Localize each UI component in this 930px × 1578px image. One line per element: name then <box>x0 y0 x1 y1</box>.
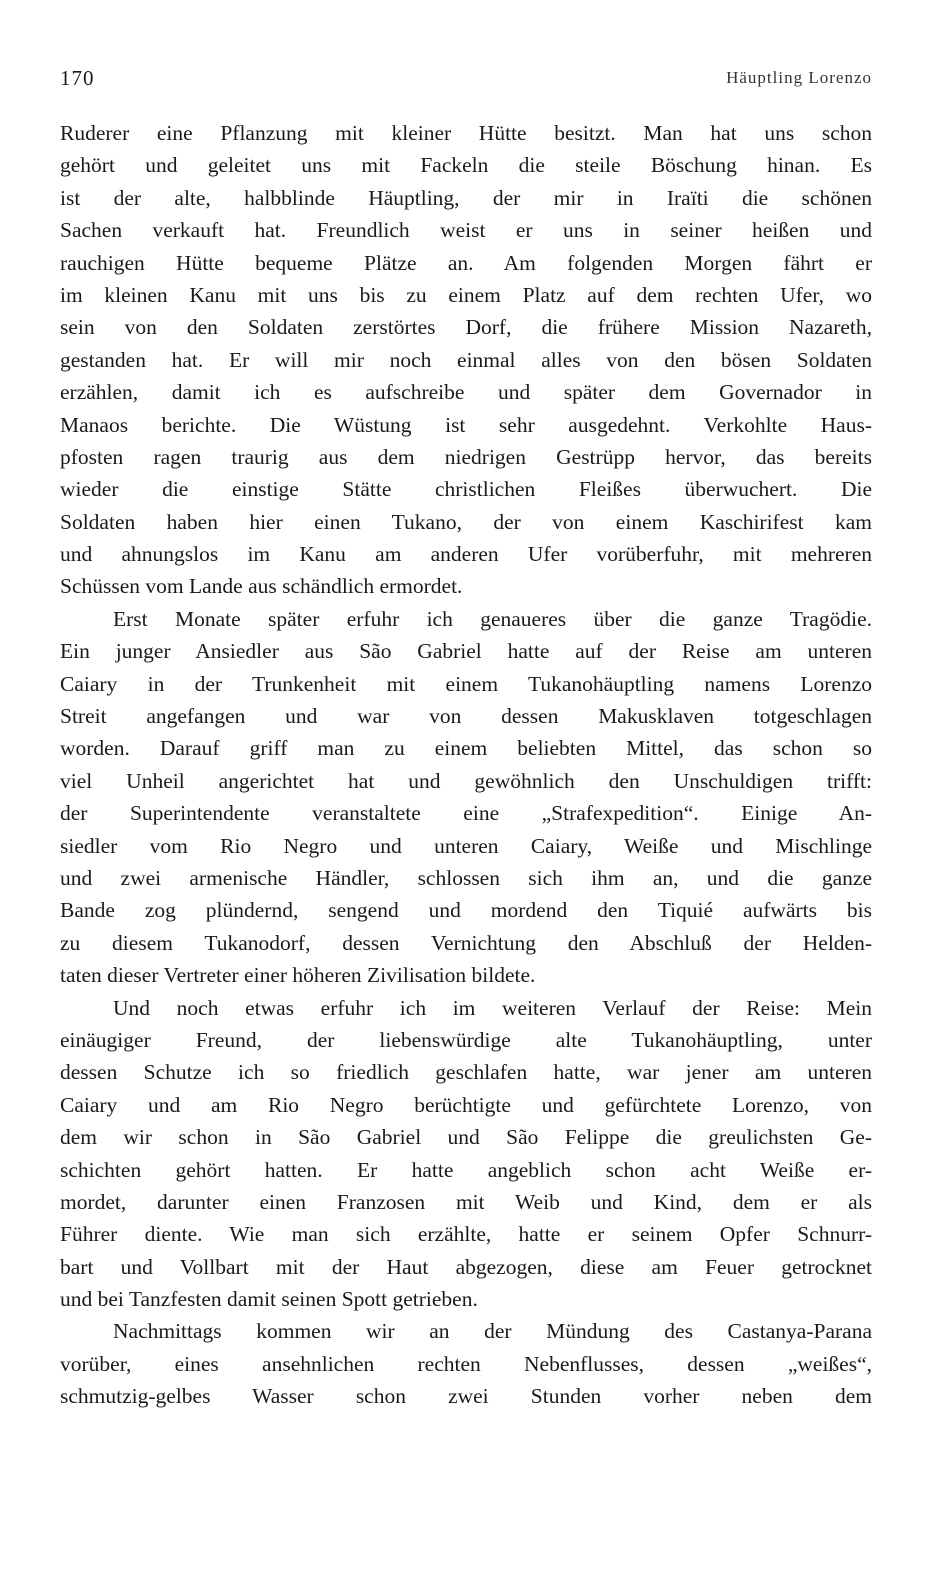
page-header <box>60 66 872 96</box>
text-line: gehört und geleitet uns mit Fackeln die steile Böschung hinan. Es <box>60 153 872 178</box>
running-head: Häuptling Lorenzo <box>726 68 872 87</box>
text-line: taten dieser Vertreter einer höheren Zivilisation bildete. <box>60 963 536 988</box>
text-line: Manaos berichte. Die Wüstung ist sehr ausgedehnt. Verkohlte Haus- <box>60 412 872 437</box>
text-line: im kleinen Kanu mit uns bis zu einem Platz auf dem rechten Ufer, wo <box>60 282 872 307</box>
text-line: Soldaten haben hier einen Tukano, der von einem Kaschirifest kam <box>60 509 872 534</box>
body-text <box>60 117 872 1413</box>
text-line: sein von den Soldaten zerstörtes Dorf, die frühere Mission Nazareth, <box>60 315 872 340</box>
text-line: Sachen verkauft hat. Freundlich weist er uns in seiner heißen und <box>60 218 872 243</box>
text-line: siedler vom Rio Negro und unteren Caiary, Weiße und Mischlinge <box>60 833 872 858</box>
text-line: schichten gehört hatten. Er hatte angeblich schon acht Weiße er- <box>60 1157 872 1182</box>
page-number: 170 <box>60 66 95 90</box>
text-line: erzählen, damit ich es aufschreibe und später dem Governador in <box>60 380 872 405</box>
text-line: mordet, darunter einen Franzosen mit Weib und Kind, dem er als <box>60 1189 872 1214</box>
text-line: und ahnungslos im Kanu am anderen Ufer vorüberfuhr, mit mehreren <box>60 542 872 567</box>
text-line: Caiary und am Rio Negro berüchtigte und gefürchtete Lorenzo, von <box>60 1092 872 1117</box>
text-line: Führer diente. Wie man sich erzählte, hatte er seinem Opfer Schnurr- <box>60 1222 872 1247</box>
text-line: vorüber, eines ansehnlichen rechten Nebenflusses, dessen „weißes“, <box>60 1351 872 1376</box>
text-line: Und noch etwas erfuhr ich im weiteren Verlauf der Reise: Mein <box>113 995 872 1020</box>
text-line: einäugiger Freund, der liebenswürdige alte Tukanohäuptling, unter <box>60 1027 872 1052</box>
text-line: Schüssen vom Lande aus schändlich ermordet. <box>60 574 463 599</box>
text-line: Streit angefangen und war von dessen Makusklaven totgeschlagen <box>60 704 872 729</box>
text-line: Ein junger Ansiedler aus São Gabriel hatte auf der Reise am unteren <box>60 639 872 664</box>
text-line: pfosten ragen traurig aus dem niedrigen Gestrüpp hervor, das bereits <box>60 444 872 469</box>
text-line: schmutzig-gelbes Wasser schon zwei Stunden vorher neben dem <box>60 1384 872 1409</box>
text-line: Ruderer eine Pflanzung mit kleiner Hütte besitzt. Man hat uns schon <box>60 121 872 145</box>
text-line: zu diesem Tukanodorf, dessen Vernichtung den Abschluß der Helden- <box>60 930 872 955</box>
text-line: dem wir schon in São Gabriel und São Felippe die greulichsten Ge- <box>60 1125 872 1150</box>
text-line: ist der alte, halbblinde Häuptling, der mir in Iraïti die schönen <box>60 185 872 210</box>
text-line: rauchigen Hütte bequeme Plätze an. Am folgenden Morgen fährt er <box>60 250 872 275</box>
text-line: Erst Monate später erfuhr ich genaueres über die ganze Tragödie. <box>113 606 872 631</box>
text-line: gestanden hat. Er will mir noch einmal alles von den bösen Soldaten <box>60 347 872 372</box>
text-line: und zwei armenische Händler, schlossen sich ihm an, und die ganze <box>60 865 872 890</box>
text-line: worden. Darauf griff man zu einem beliebten Mittel, das schon so <box>60 736 872 761</box>
text-line: Nachmittags kommen wir an der Mündung des Castanya-Parana <box>113 1319 872 1344</box>
text-line: der Superintendente veranstaltete eine „Strafexpedition“. Einige An- <box>60 801 872 826</box>
text-line: wieder die einstige Stätte christlichen Fleißes überwuchert. Die <box>60 477 872 502</box>
text-line: Caiary in der Trunkenheit mit einem Tukanohäuptling namens Lorenzo <box>60 671 872 696</box>
text-line: dessen Schutze ich so friedlich geschlafen hatte, war jener am unteren <box>60 1060 872 1085</box>
text-line: Bande zog plündernd, sengend und mordend den Tiquié aufwärts bis <box>60 898 872 923</box>
text-line: bart und Vollbart mit der Haut abgezogen, diese am Feuer getrocknet <box>60 1254 872 1279</box>
text-line: und bei Tanzfesten damit seinen Spott getrieben. <box>60 1287 478 1312</box>
text-line: viel Unheil angerichtet hat und gewöhnlich den Unschuldigen trifft: <box>60 768 872 793</box>
